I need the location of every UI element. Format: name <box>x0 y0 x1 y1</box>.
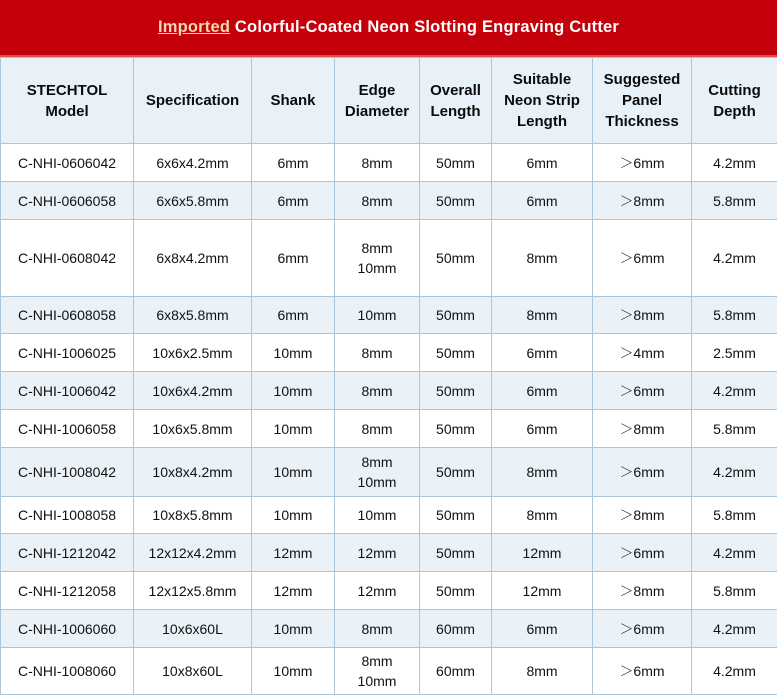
table-row <box>1 410 777 448</box>
cell-line: 10mm <box>337 472 417 492</box>
header-line: Panel <box>595 90 689 111</box>
cell-neon-strip-length: 8mm <box>492 497 593 534</box>
cell-neon-strip-length: 12mm <box>492 534 593 572</box>
page-title <box>158 18 619 37</box>
cell-specification: 10x6x5.8mm <box>134 410 252 448</box>
header-line: Edge <box>337 80 417 101</box>
header-model <box>1 58 134 144</box>
cell-panel-thickness: ＞8mm <box>593 410 692 448</box>
cell-cutting-depth: 4.2mm <box>692 648 777 695</box>
cell-model: C-NHI-0606042 <box>1 144 134 182</box>
cell-model: C-NHI-1006025 <box>1 334 134 372</box>
table-row <box>1 648 777 695</box>
cell-model: C-NHI-1212058 <box>1 572 134 610</box>
header-overall-length <box>420 58 492 144</box>
header-neon-strip-length <box>492 58 593 144</box>
cell-model: C-NHI-1006042 <box>1 372 134 410</box>
cell-neon-strip-length: 12mm <box>492 572 593 610</box>
cell-panel-thickness: ＞8mm <box>593 182 692 220</box>
table-row <box>1 334 777 372</box>
header-line: Diameter <box>337 101 417 122</box>
cell-edge-diameter <box>335 144 420 182</box>
cell-cutting-depth: 4.2mm <box>692 610 777 648</box>
cell-overall-length: 50mm <box>420 534 492 572</box>
cell-model: C-NHI-1008042 <box>1 448 134 497</box>
cell-cutting-depth: 4.2mm <box>692 220 777 297</box>
cell-edge-diameter <box>335 572 420 610</box>
cell-cutting-depth: 4.2mm <box>692 534 777 572</box>
cell-edge-diameter <box>335 297 420 334</box>
title-highlight[interactable]: Imported <box>158 18 230 36</box>
cell-cutting-depth: 4.2mm <box>692 448 777 497</box>
cell-neon-strip-length: 6mm <box>492 610 593 648</box>
cell-shank: 10mm <box>252 334 335 372</box>
header-shank <box>252 58 335 144</box>
cell-edge-diameter <box>335 182 420 220</box>
cell-panel-thickness: ＞8mm <box>593 497 692 534</box>
cell-edge-diameter <box>335 334 420 372</box>
cell-model: C-NHI-1008058 <box>1 497 134 534</box>
table-row <box>1 448 777 497</box>
cell-shank: 6mm <box>252 297 335 334</box>
cell-cutting-depth: 2.5mm <box>692 334 777 372</box>
cell-line: 8mm <box>337 238 417 258</box>
cell-overall-length: 50mm <box>420 497 492 534</box>
cell-model: C-NHI-0608042 <box>1 220 134 297</box>
table-row <box>1 144 777 182</box>
table-row <box>1 534 777 572</box>
table-row <box>1 572 777 610</box>
cell-neon-strip-length: 6mm <box>492 410 593 448</box>
cell-shank: 10mm <box>252 410 335 448</box>
cell-cutting-depth: 5.8mm <box>692 182 777 220</box>
cell-neon-strip-length: 6mm <box>492 372 593 410</box>
cell-panel-thickness: ＞8mm <box>593 297 692 334</box>
cell-edge-diameter <box>335 497 420 534</box>
cell-neon-strip-length: 8mm <box>492 448 593 497</box>
table-row <box>1 297 777 334</box>
title-bar <box>0 0 777 57</box>
header-line: Model <box>3 101 131 122</box>
cell-edge-diameter <box>335 372 420 410</box>
header-line: Thickness <box>595 111 689 132</box>
cell-shank: 6mm <box>252 182 335 220</box>
cell-panel-thickness: ＞6mm <box>593 648 692 695</box>
cell-line: 8mm <box>337 381 417 401</box>
cell-panel-thickness: ＞6mm <box>593 372 692 410</box>
spec-table <box>0 57 777 695</box>
cell-overall-length: 50mm <box>420 182 492 220</box>
cell-overall-length: 50mm <box>420 334 492 372</box>
cell-model: C-NHI-1212042 <box>1 534 134 572</box>
cell-specification: 10x8x5.8mm <box>134 497 252 534</box>
cell-shank: 6mm <box>252 220 335 297</box>
cell-specification: 6x6x4.2mm <box>134 144 252 182</box>
header-specification <box>134 58 252 144</box>
header-line: Overall <box>422 80 489 101</box>
cell-edge-diameter <box>335 410 420 448</box>
header-cutting-depth <box>692 58 777 144</box>
cell-line: 8mm <box>337 619 417 639</box>
cell-panel-thickness: ＞6mm <box>593 534 692 572</box>
cell-cutting-depth: 4.2mm <box>692 144 777 182</box>
cell-specification: 12x12x4.2mm <box>134 534 252 572</box>
cell-neon-strip-length: 6mm <box>492 334 593 372</box>
cell-line: 10mm <box>337 305 417 325</box>
cell-specification: 6x8x5.8mm <box>134 297 252 334</box>
table-body <box>1 144 777 695</box>
cell-shank: 10mm <box>252 610 335 648</box>
title-main: Colorful-Coated Neon Slotting Engraving Cutter <box>230 18 619 36</box>
table-row <box>1 610 777 648</box>
cell-panel-thickness: ＞4mm <box>593 334 692 372</box>
header-line: Length <box>422 101 489 122</box>
cell-line: 10mm <box>337 505 417 525</box>
cell-shank: 12mm <box>252 572 335 610</box>
cell-edge-diameter <box>335 220 420 297</box>
cell-specification: 10x8x60L <box>134 648 252 695</box>
header-line: Suggested <box>595 69 689 90</box>
cell-edge-diameter <box>335 448 420 497</box>
header-line: Length <box>494 111 590 132</box>
cell-overall-length: 60mm <box>420 610 492 648</box>
cell-overall-length: 60mm <box>420 648 492 695</box>
header-line: Cutting <box>694 80 775 101</box>
cell-specification: 12x12x5.8mm <box>134 572 252 610</box>
cell-panel-thickness: ＞6mm <box>593 448 692 497</box>
cell-neon-strip-length: 8mm <box>492 220 593 297</box>
cell-line: 10mm <box>337 258 417 278</box>
cell-line: 8mm <box>337 153 417 173</box>
cell-neon-strip-length: 8mm <box>492 297 593 334</box>
cell-line: 8mm <box>337 419 417 439</box>
cell-neon-strip-length: 6mm <box>492 182 593 220</box>
cell-cutting-depth: 4.2mm <box>692 372 777 410</box>
cell-neon-strip-length: 6mm <box>492 144 593 182</box>
cell-shank: 10mm <box>252 648 335 695</box>
cell-line: 8mm <box>337 343 417 363</box>
cell-specification: 10x8x4.2mm <box>134 448 252 497</box>
cell-overall-length: 50mm <box>420 572 492 610</box>
table-row <box>1 220 777 297</box>
cell-cutting-depth: 5.8mm <box>692 410 777 448</box>
cell-line: 12mm <box>337 581 417 601</box>
cell-edge-diameter <box>335 534 420 572</box>
table-row <box>1 497 777 534</box>
cell-panel-thickness: ＞6mm <box>593 144 692 182</box>
cell-model: C-NHI-0608058 <box>1 297 134 334</box>
header-line: Specification <box>136 90 249 111</box>
cell-specification: 6x6x5.8mm <box>134 182 252 220</box>
table-row <box>1 372 777 410</box>
cell-shank: 6mm <box>252 144 335 182</box>
cell-overall-length: 50mm <box>420 372 492 410</box>
table-row <box>1 182 777 220</box>
cell-overall-length: 50mm <box>420 144 492 182</box>
cell-specification: 6x8x4.2mm <box>134 220 252 297</box>
cell-specification: 10x6x2.5mm <box>134 334 252 372</box>
header-line: Neon Strip <box>494 90 590 111</box>
cell-panel-thickness: ＞6mm <box>593 610 692 648</box>
header-line: Suitable <box>494 69 590 90</box>
cell-overall-length: 50mm <box>420 297 492 334</box>
cell-line: 8mm <box>337 651 417 671</box>
cell-edge-diameter <box>335 648 420 695</box>
cell-specification: 10x6x4.2mm <box>134 372 252 410</box>
header-line: Depth <box>694 101 775 122</box>
cell-panel-thickness: ＞6mm <box>593 220 692 297</box>
cell-shank: 10mm <box>252 497 335 534</box>
header-edge-diameter <box>335 58 420 144</box>
cell-cutting-depth: 5.8mm <box>692 572 777 610</box>
cell-edge-diameter <box>335 610 420 648</box>
cell-shank: 12mm <box>252 534 335 572</box>
cell-overall-length: 50mm <box>420 220 492 297</box>
cell-specification: 10x6x60L <box>134 610 252 648</box>
cell-line: 12mm <box>337 543 417 563</box>
cell-neon-strip-length: 8mm <box>492 648 593 695</box>
cell-shank: 10mm <box>252 448 335 497</box>
cell-line: 10mm <box>337 671 417 691</box>
cell-model: C-NHI-1006060 <box>1 610 134 648</box>
cell-shank: 10mm <box>252 372 335 410</box>
cell-cutting-depth: 5.8mm <box>692 497 777 534</box>
cell-line: 8mm <box>337 452 417 472</box>
cell-model: C-NHI-0606058 <box>1 182 134 220</box>
cell-model: C-NHI-1006058 <box>1 410 134 448</box>
cell-panel-thickness: ＞8mm <box>593 572 692 610</box>
cell-model: C-NHI-1008060 <box>1 648 134 695</box>
cell-overall-length: 50mm <box>420 448 492 497</box>
header-line: Shank <box>254 90 332 111</box>
header-panel-thickness <box>593 58 692 144</box>
header-line: STECHTOL <box>3 80 131 101</box>
cell-cutting-depth: 5.8mm <box>692 297 777 334</box>
cell-overall-length: 50mm <box>420 410 492 448</box>
cell-line: 8mm <box>337 191 417 211</box>
header-row <box>1 58 777 144</box>
